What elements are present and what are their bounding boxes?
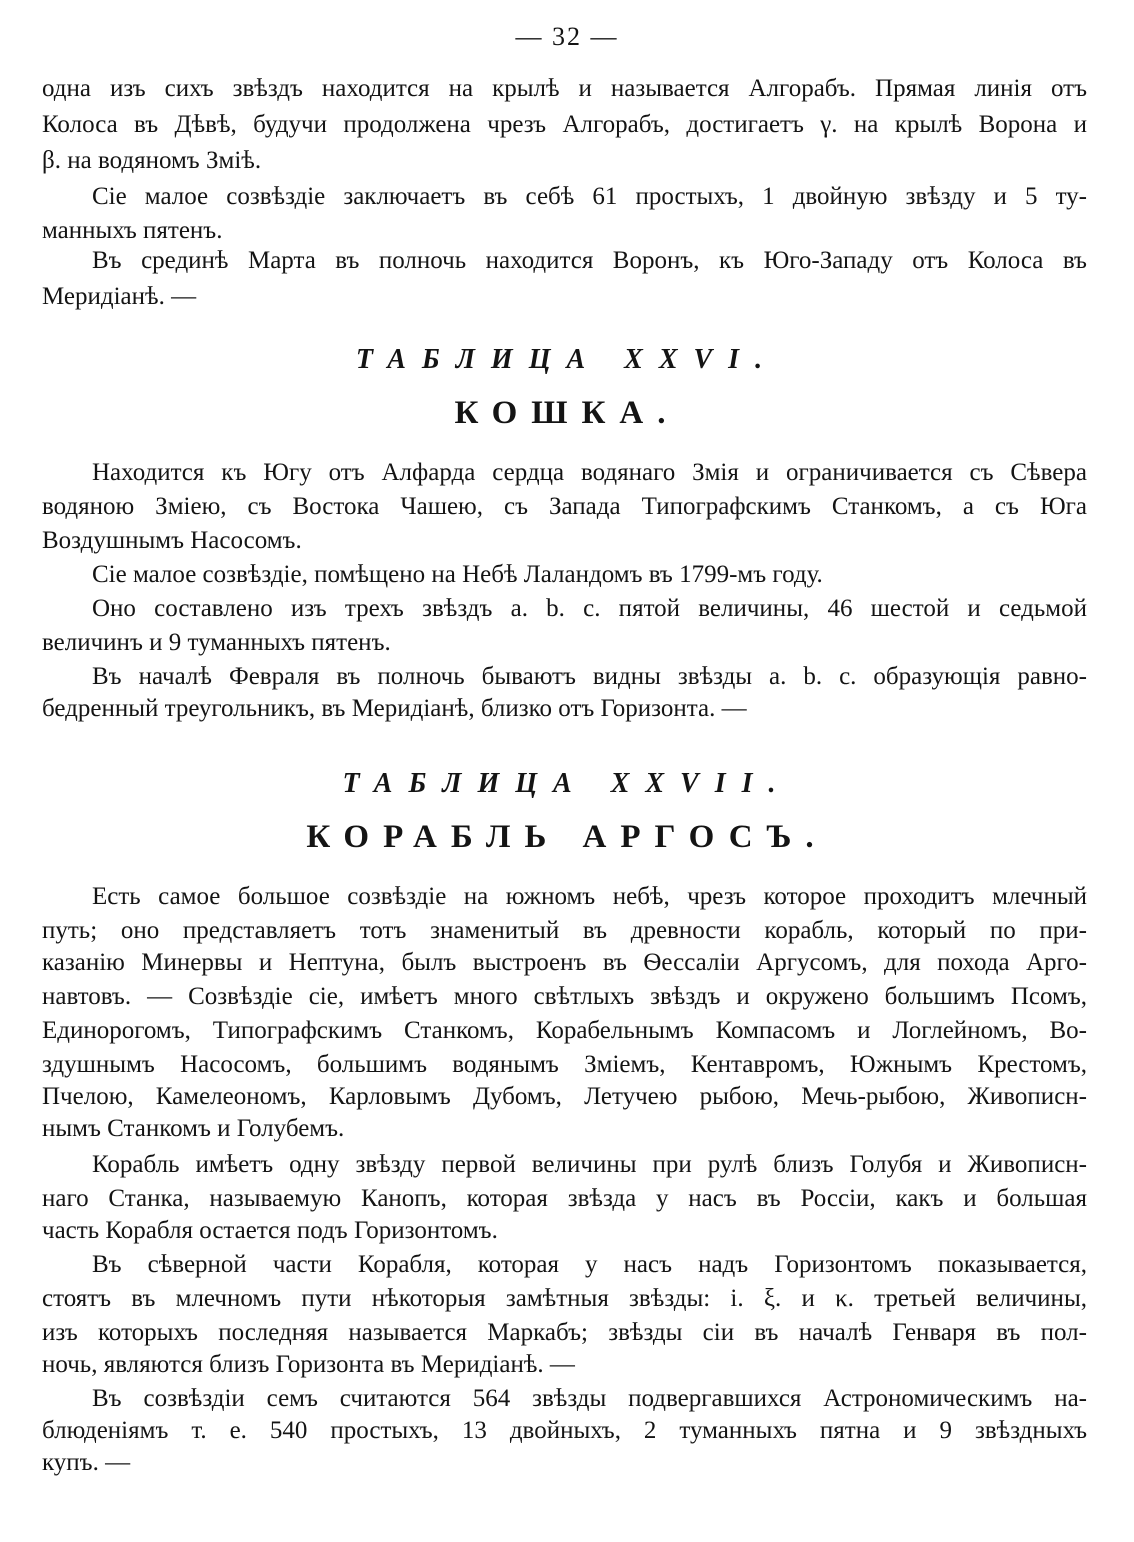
text-line: Воздушнымъ Насосомъ. bbox=[42, 527, 302, 554]
text-line: наго Станка, называемую Канопъ, которая звѣзда у насъ въ Россiи, какъ и большая bbox=[42, 1185, 1087, 1212]
text-line: Есть самое большое созвѣздiе на южномъ небѣ, чрезъ которое проходитъ млечный bbox=[92, 883, 1087, 910]
text-line: казанiю Минервы и Нептуна, былъ выстроенъ въ Ѳессалiи Аргусомъ, для похода Арго- bbox=[42, 949, 1087, 976]
table-heading: ТАБЛИЦА XXVI. bbox=[355, 344, 779, 375]
page-number: — 32 — bbox=[515, 22, 619, 51]
text-line: путь; оно представляетъ тотъ знаменитый въ древности корабль, который по при- bbox=[42, 917, 1087, 944]
text-line: одна изъ сихъ звѣздъ находится на крылѣ и называется Алгорабъ. Прямая линія отъ bbox=[42, 75, 1087, 102]
text-line: β. на водяномъ Змiѣ. bbox=[42, 147, 262, 174]
text-line: Въ созвѣздiи семъ считаются 564 звѣзды подвергавшихся Астрономическимъ на- bbox=[92, 1385, 1087, 1412]
text-line: Колоса въ Дѣвѣ, будучи продолжена чрезъ Алгорабъ, достигаетъ γ. на крылѣ Ворона и bbox=[42, 111, 1087, 138]
section-title: КОШКА. bbox=[454, 395, 680, 431]
text-line: Меридiанѣ. — bbox=[42, 283, 197, 310]
text-line: изъ которыхъ последняя называется Маркабъ; звѣзды сiи въ началѣ Генваря въ пол- bbox=[42, 1319, 1087, 1346]
text-line: Сiе малое созвѣздiе, помѣщено на Небѣ Лаландомъ въ 1799-мъ году. bbox=[92, 561, 823, 588]
text-line: манныхъ пятенъ. bbox=[42, 217, 223, 244]
text-line: стоятъ въ млечномъ пути нѣкоторыя замѣтныя звѣзды: i. ξ. и κ. третьей величины, bbox=[42, 1285, 1087, 1312]
text-line: нымъ Станкомъ и Голубемъ. bbox=[42, 1115, 345, 1142]
text-line: навтовъ. — Созвѣздiе сiе, имѣетъ много свѣтлыхъ звѣздъ и окружено большимъ Псомъ, bbox=[42, 983, 1087, 1010]
text-line: Въ срединѣ Марта въ полночь находится Воронъ, къ Юго-Западу отъ Колоса въ bbox=[92, 247, 1087, 274]
text-line: Находится къ Югу отъ Алфарда сердца водянаго Змiя и ограничивается съ Сѣвера bbox=[92, 459, 1087, 486]
text-line: Въ началѣ Февраля въ полночь бываютъ видны звѣзды a. b. c. образующiя равно- bbox=[92, 663, 1087, 690]
text-line: часть Корабля остается подъ Горизонтомъ. bbox=[42, 1217, 498, 1244]
text-line: Единорогомъ, Типографскимъ Станкомъ, Корабельнымъ Компасомъ и Логлейномъ, Во- bbox=[42, 1017, 1087, 1044]
table-heading: ТАБЛИЦА XXVII. bbox=[342, 768, 792, 799]
text-line: величинъ и 9 туманныхъ пятенъ. bbox=[42, 629, 391, 656]
text-line: водяною Змiею, съ Востока Чашею, съ Запада Типографскимъ Станкомъ, а съ Юга bbox=[42, 493, 1087, 520]
section-title: КОРАБЛЬ АРГОСЪ. bbox=[306, 819, 828, 855]
text-line: бедренный треугольникъ, въ Меридiанѣ, близко отъ Горизонта. — bbox=[42, 695, 747, 722]
text-line: Въ сѣверной части Корабля, которая у насъ надъ Горизонтомъ показывается, bbox=[92, 1251, 1087, 1278]
text-line: ночь, являются близъ Горизонта въ Меридiанѣ. — bbox=[42, 1351, 575, 1378]
text-line: Пчелою, Камелеономъ, Карловымъ Дубомъ, Летучею рыбою, Мечь-рыбою, Живописн- bbox=[42, 1083, 1087, 1110]
text-line: Оно составлено изъ трехъ звѣздъ a. b. c. пятой величины, 46 шестой и седьмой bbox=[92, 595, 1087, 622]
text-line: Корабль имѣетъ одну звѣзду первой величины при рулѣ близъ Голубя и Живописн- bbox=[92, 1151, 1087, 1178]
text-line: Сiе малое созвѣздiе заключаетъ въ себѣ 61 простыхъ, 1 двойную звѣзду и 5 ту- bbox=[92, 183, 1087, 210]
text-line: блюденiямъ т. е. 540 простыхъ, 13 двойныхъ, 2 туманныхъ пятна и 9 звѣздныхъ bbox=[42, 1417, 1087, 1444]
text-line: здушнымъ Насосомъ, большимъ водянымъ Змiемъ, Кентавромъ, Южнымъ Крестомъ, bbox=[42, 1051, 1087, 1078]
text-line: купъ. — bbox=[42, 1449, 131, 1476]
